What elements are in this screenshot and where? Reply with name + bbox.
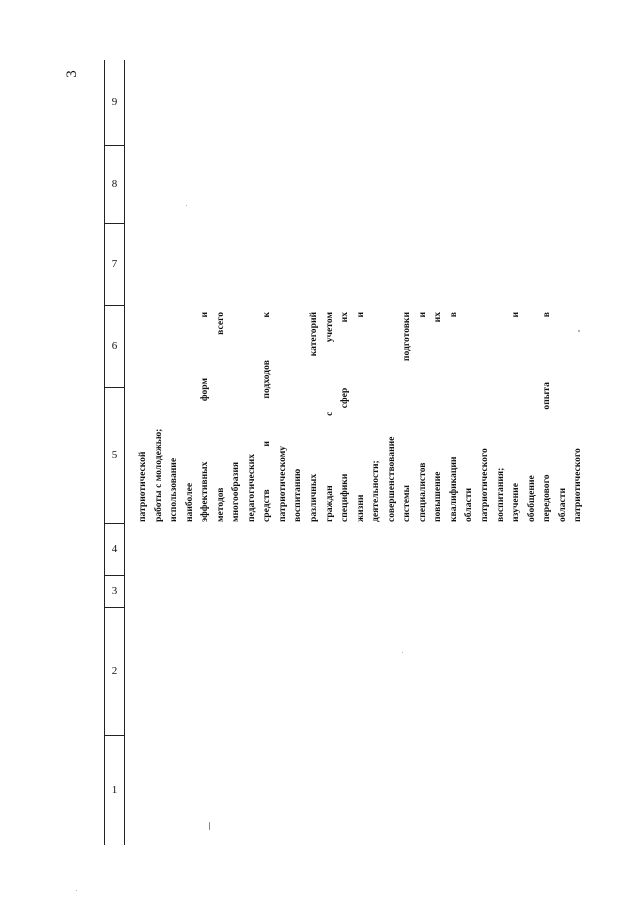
- column-5-line: обобщение: [525, 475, 537, 522]
- header-col-4: 4: [105, 523, 124, 575]
- header-col-6: 6: [105, 305, 124, 387]
- column-5-line: квалификации в: [447, 312, 459, 522]
- column-5-line: передового опыта в: [541, 312, 553, 522]
- header-col-5: 5: [105, 387, 124, 523]
- column-5-line: патриотического: [572, 448, 584, 522]
- column-5-line: методов всего: [214, 312, 226, 522]
- page-number: 3: [64, 70, 80, 78]
- header-col-2: 2: [105, 607, 124, 735]
- column-5-line: многообразия: [230, 461, 242, 522]
- column-5-line: совершенствование: [385, 436, 397, 522]
- column-5-line: повышение их: [432, 312, 444, 522]
- scan-speck: [76, 890, 77, 891]
- column-5-line: специалистов и: [416, 312, 428, 522]
- column-5-line: использование: [168, 457, 180, 522]
- column-5-line: воспитания;: [494, 467, 506, 522]
- scan-speck: [402, 652, 403, 653]
- scan-speck: [186, 205, 187, 206]
- column-5-line: области: [556, 487, 568, 522]
- column-5-line: патриотической: [137, 451, 148, 522]
- column-5-line: системы подготовки: [401, 312, 413, 522]
- table-container: [104, 60, 640, 845]
- column-5-text: [135, 312, 586, 522]
- column-5-line: работы с молодежью;: [152, 428, 164, 522]
- header-col-1: 1: [105, 735, 124, 845]
- column-5-line: граждан с учетом: [323, 312, 335, 522]
- column-5-line: жизни и: [354, 312, 366, 522]
- column-5-line: патриотического: [479, 448, 491, 522]
- column-5-line: педагогических: [245, 453, 257, 522]
- table-header-row: [104, 60, 125, 845]
- column-5-line: эффективных форм и: [199, 312, 211, 522]
- scan-speck: [578, 330, 580, 332]
- header-col-8: 8: [105, 145, 124, 223]
- column-5-line: воспитанию: [292, 468, 304, 522]
- scan-speck: [209, 822, 210, 830]
- column-5-line: патриотическому: [276, 445, 288, 522]
- column-5-line: области: [463, 487, 475, 522]
- header-col-9: 9: [111, 96, 118, 108]
- column-5-line: различных категорий: [308, 312, 320, 522]
- column-5-line: изучение и: [510, 312, 522, 522]
- column-5-line: деятельности;: [370, 460, 382, 522]
- header-col-7: 7: [105, 223, 124, 305]
- column-5-line: специфики сфер их: [339, 312, 351, 522]
- column-5-line: средств и подходов к: [261, 312, 273, 522]
- rotated-table: [104, 60, 640, 845]
- header-col-3: 3: [105, 575, 124, 607]
- column-5-line: наиболее: [183, 482, 195, 522]
